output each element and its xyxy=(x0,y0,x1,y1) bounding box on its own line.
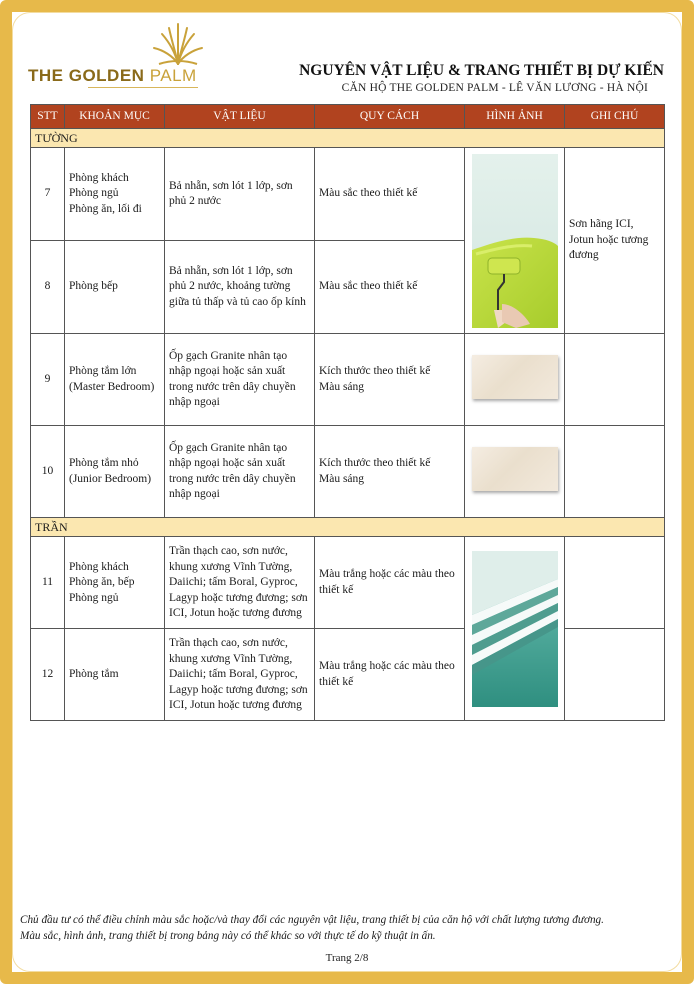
cell-spec: Kích thước theo thiết kế Màu sáng xyxy=(315,334,465,426)
section-title-ceiling: TRẦN xyxy=(31,518,665,537)
cell-spec: Màu sắc theo thiết kế xyxy=(315,241,465,334)
brand-name xyxy=(28,66,197,86)
cell-material: Ốp gạch Granite nhân tạo nhập ngoại hoặc sản xuất trong nước trên dây chuyền nhập ngoại xyxy=(165,426,315,518)
section-row-wall xyxy=(31,129,665,148)
cell-note: Sơn hãng ICI, Jotun hoặc tương đương xyxy=(565,148,665,334)
col-header-image: HÌNH ẢNH xyxy=(465,105,565,129)
cell-material: Trần thạch cao, sơn nước, khung xương Vĩnh Tường, Daiichi; tấm Boral, Gyproc, Lagyp hoặc tương đương; sơn ICI, Jotun hoặc tương đương xyxy=(165,629,315,721)
cell-item: Phòng khách Phòng ngủ Phòng ăn, lối đi xyxy=(65,148,165,241)
cell-spec: Màu sắc theo thiết kế xyxy=(315,148,465,241)
cell-material: Bả nhẵn, sơn lót 1 lớp, sơn phủ 2 nước, khoảng tường giữa tủ thấp và tủ cao ốp kính xyxy=(165,241,315,334)
cell-material: Bả nhẵn, sơn lót 1 lớp, sơn phủ 2 nước xyxy=(165,148,315,241)
cell-image-tile xyxy=(465,334,565,426)
table-row xyxy=(31,334,665,426)
cell-item: Phòng tắm lớn (Master Bedroom) xyxy=(65,334,165,426)
cell-stt: 9 xyxy=(31,334,65,426)
disclaimer-line-1: Chủ đầu tư có thể điều chỉnh màu sắc hoặc/và thay đổi các nguyên vật liệu, trang thiết bị của căn hộ với chất lượng tương đương. xyxy=(20,914,604,926)
gypsum-board-image xyxy=(472,551,558,707)
cell-spec: Màu trắng hoặc các màu theo thiết kế xyxy=(315,537,465,629)
page-title: NGUYÊN VẬT LIỆU & TRANG THIẾT BỊ DỰ KIẾN xyxy=(299,62,664,79)
cell-stt: 8 xyxy=(31,241,65,334)
brand-underline xyxy=(88,87,198,88)
cell-material: Trần thạch cao, sơn nước, khung xương Vĩnh Tường, Daiichi; tấm Boral, Gyproc, Lagyp hoặc tương đương; sơn ICI, Jotun hoặc tương đương xyxy=(165,537,315,629)
palm-leaf-icon xyxy=(151,20,205,68)
disclaimer-line-2: Màu sắc, hình ảnh, trang thiết bị trong bảng này có thể khác so với thực tế do kỹ thuật in ấn. xyxy=(20,930,436,943)
cell-stt: 11 xyxy=(31,537,65,629)
cell-note-empty xyxy=(565,537,665,629)
disclaimer xyxy=(20,912,680,944)
cell-spec: Kích thước theo thiết kế Màu sáng xyxy=(315,426,465,518)
table-row xyxy=(31,426,665,518)
cell-item: Phòng khách Phòng ăn, bếp Phòng ngủ xyxy=(65,537,165,629)
paint-roller-image xyxy=(472,154,558,328)
cell-stt: 7 xyxy=(31,148,65,241)
materials-table xyxy=(30,104,665,721)
col-header-item: KHOẢN MỤC xyxy=(65,105,165,129)
table-row xyxy=(31,148,665,241)
cell-note-empty xyxy=(565,426,665,518)
brand-name-part1: THE GOLDEN xyxy=(28,66,145,85)
cell-image-tile xyxy=(465,426,565,518)
cell-item: Phòng tắm xyxy=(65,629,165,721)
col-header-material: VẬT LIỆU xyxy=(165,105,315,129)
page-subtitle: CĂN HỘ THE GOLDEN PALM - LÊ VĂN LƯƠNG - HÀ NỘI xyxy=(341,82,648,94)
cell-note-empty xyxy=(565,334,665,426)
brand-name-part2: PALM xyxy=(149,66,197,85)
col-header-stt: STT xyxy=(31,105,65,129)
brand-logo xyxy=(28,20,218,92)
granite-tile-image xyxy=(472,355,558,399)
col-header-spec: QUY CÁCH xyxy=(315,105,465,129)
cell-item: Phòng tắm nhỏ (Junior Bedroom) xyxy=(65,426,165,518)
page-number: Trang 2/8 xyxy=(325,952,369,964)
section-row-ceiling xyxy=(31,518,665,537)
cell-stt: 12 xyxy=(31,629,65,721)
col-header-note: GHI CHÚ xyxy=(565,105,665,129)
table-header-row xyxy=(31,105,665,129)
cell-image-gypsum xyxy=(465,537,565,721)
cell-item: Phòng bếp xyxy=(65,241,165,334)
granite-tile-image xyxy=(472,447,558,491)
cell-spec: Màu trắng hoặc các màu theo thiết kế xyxy=(315,629,465,721)
table-row xyxy=(31,537,665,629)
cell-image-paint xyxy=(465,148,565,334)
cell-material: Ốp gạch Granite nhân tạo nhập ngoại hoặc sản xuất trong nước trên dây chuyền nhập ngoại xyxy=(165,334,315,426)
section-title-wall: TƯỜNG xyxy=(31,129,665,148)
cell-stt: 10 xyxy=(31,426,65,518)
table-row xyxy=(31,629,665,721)
cell-note-empty xyxy=(565,629,665,721)
